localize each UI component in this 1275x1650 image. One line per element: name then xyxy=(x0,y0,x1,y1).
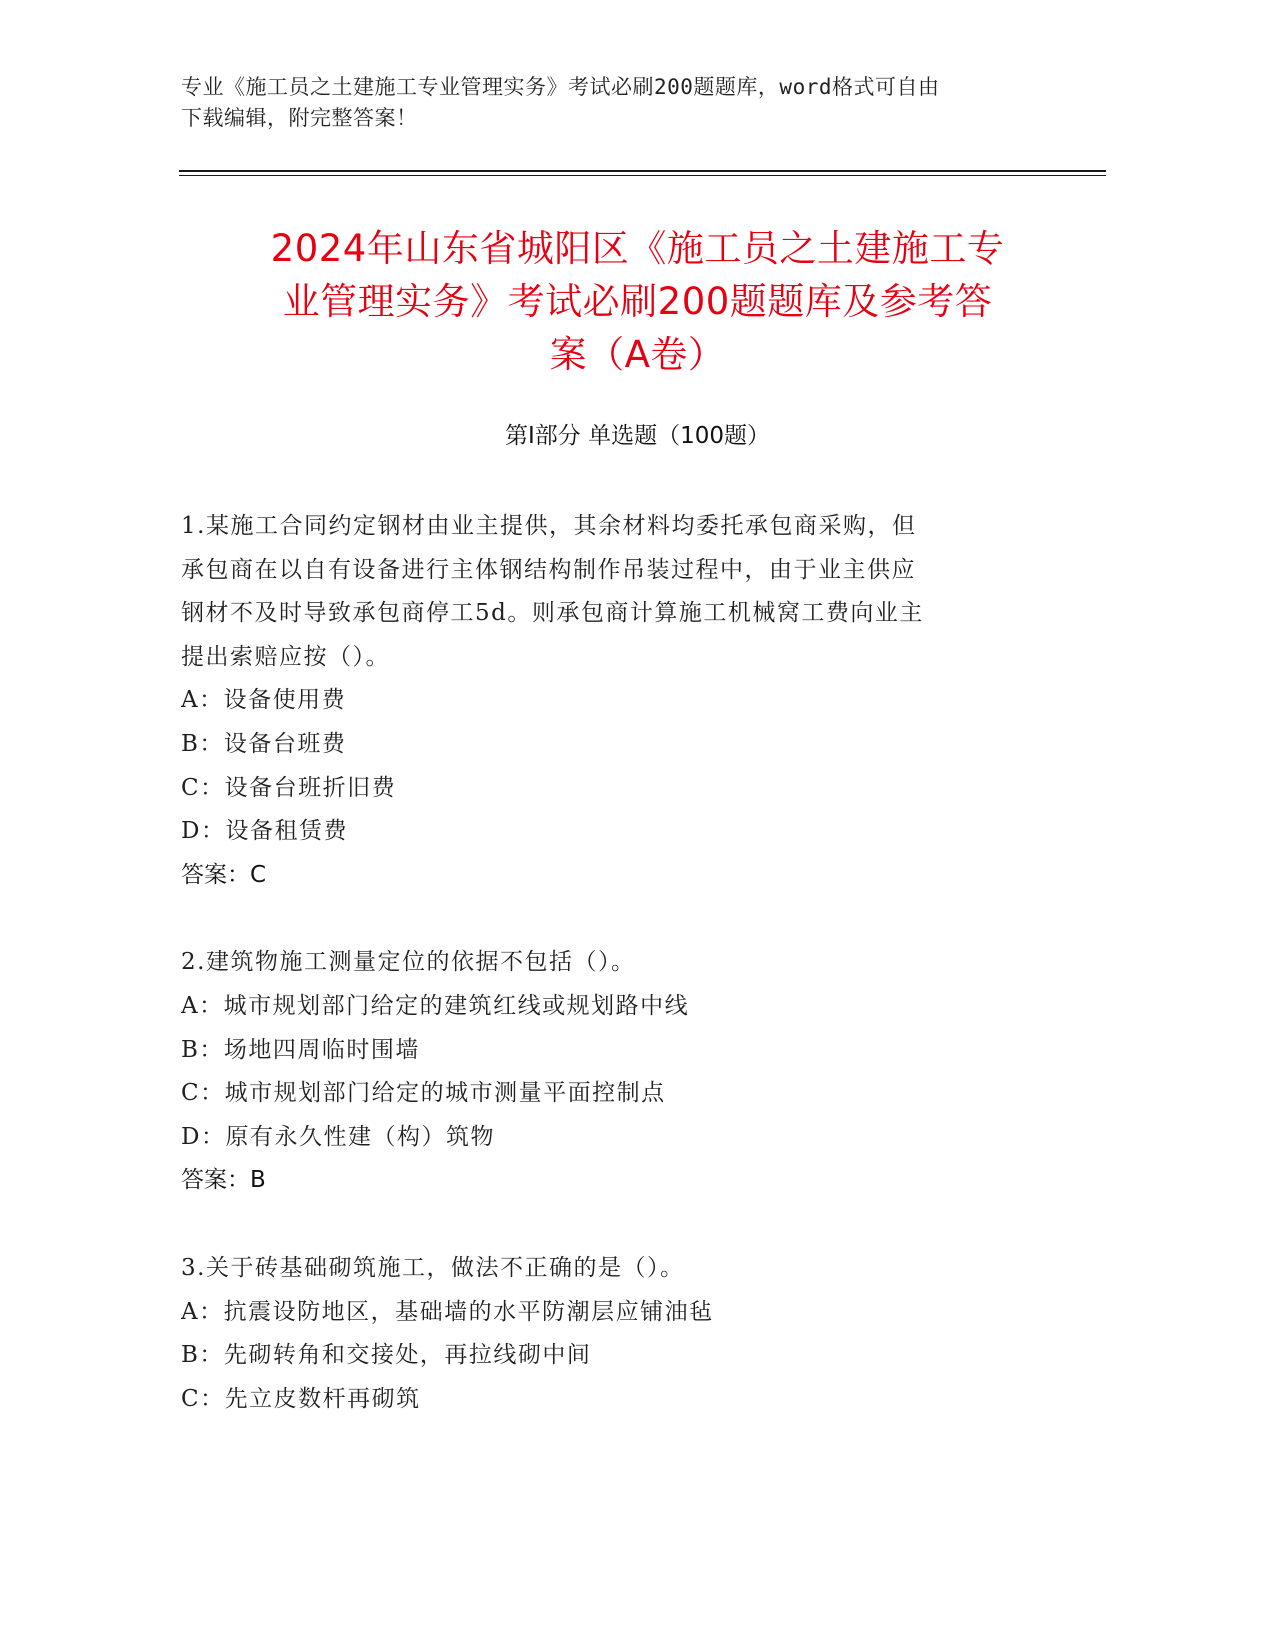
question-stem-line: 1.某施工合同约定钢材由业主提供，其余材料均委托承包商采购，但 xyxy=(181,513,917,539)
question-stem-line: 2.建筑物施工测量定位的依据不包括（）。 xyxy=(181,949,636,976)
option-a: A：抗震设防地区，基础墙的水平防潮层应铺油毡 xyxy=(181,1298,714,1325)
option-d: D：原有永久性建（构）筑物 xyxy=(181,1123,495,1150)
question-list xyxy=(181,505,1041,1465)
option-b: B：场地四周临时围墙 xyxy=(181,1036,420,1063)
question-2 xyxy=(181,941,1041,1203)
question-stem-line: 承包商在以自有设备进行主体钢结构制作吊装过程中，由于业主供应 xyxy=(181,556,916,583)
option-a: A：城市规划部门给定的建筑红线或规划路中线 xyxy=(181,992,690,1019)
option-c: C：设备台班折旧费 xyxy=(181,774,397,801)
header-divider-thin xyxy=(179,175,1106,176)
document-title-line-1: 2024年山东省城阳区《施工员之土建施工专 xyxy=(270,227,1005,270)
question-3 xyxy=(181,1247,1041,1421)
header-divider-thick xyxy=(179,170,1106,172)
question-stem-line: 3.关于砖基础砌筑施工，做法不正确的是（）。 xyxy=(181,1254,685,1281)
document-title-line-3: 案（A卷） xyxy=(549,333,726,376)
option-c: C：城市规划部门给定的城市测量平面控制点 xyxy=(181,1080,666,1107)
header-note xyxy=(181,72,1061,134)
option-a: A：设备使用费 xyxy=(181,687,347,714)
option-b: B：先砌转角和交接处，再拉线砌中间 xyxy=(181,1342,592,1369)
header-note-line-1: 专业《施工员之土建施工专业管理实务》考试必刷200题题库，word格式可自由 xyxy=(181,75,940,99)
option-d: D：设备租赁费 xyxy=(181,818,348,845)
question-stem-line: 钢材不及时导致承包商停工5d。则承包商计算施工机械窝工费向业主 xyxy=(181,600,924,627)
document-title-line-2: 业管理实务》考试必刷200题题库及参考答 xyxy=(282,280,993,323)
option-b: B：设备台班费 xyxy=(181,730,347,757)
section-title: 第Ⅰ部分 单选题（100题） xyxy=(505,423,770,449)
question-1 xyxy=(181,505,1041,897)
answer: 答案：B xyxy=(181,1167,266,1194)
option-c: C：先立皮数杆再砌筑 xyxy=(181,1385,421,1412)
question-stem-line: 提出索赔应按（）。 xyxy=(181,643,390,670)
header-note-line-2: 下载编辑，附完整答案！ xyxy=(181,106,418,130)
answer: 答案：C xyxy=(181,861,267,888)
document-title xyxy=(181,222,1094,381)
